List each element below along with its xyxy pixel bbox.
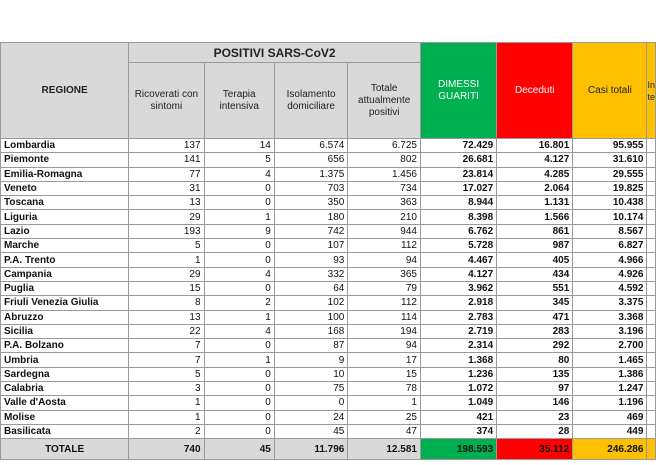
cell-isolamento: 64 bbox=[274, 281, 348, 295]
cell-region: Toscana bbox=[1, 196, 129, 210]
cell-isolamento: 332 bbox=[274, 267, 348, 281]
cell-isolamento: 0 bbox=[274, 396, 348, 410]
cell-terapia: 4 bbox=[204, 267, 274, 281]
cell-casi-totali: 3.368 bbox=[573, 310, 647, 324]
total-terapia: 45 bbox=[204, 439, 274, 460]
cell-ricoverati: 5 bbox=[129, 367, 204, 381]
cell-region: P.A. Trento bbox=[1, 253, 129, 267]
total-isolamento: 11.796 bbox=[274, 439, 348, 460]
cell-terapia: 0 bbox=[204, 410, 274, 424]
cell-casi-totali: 449 bbox=[573, 424, 647, 438]
cell-deceduti: 471 bbox=[497, 310, 573, 324]
cell-casi-totali: 31.610 bbox=[573, 153, 647, 167]
cell-edge bbox=[647, 181, 656, 195]
cell-isolamento: 87 bbox=[274, 339, 348, 353]
cell-edge bbox=[647, 281, 656, 295]
cell-totale-positivi: 94 bbox=[348, 253, 421, 267]
cell-isolamento: 24 bbox=[274, 410, 348, 424]
cell-edge bbox=[647, 196, 656, 210]
cell-ricoverati: 8 bbox=[129, 296, 204, 310]
cell-deceduti: 292 bbox=[497, 339, 573, 353]
cell-dimessi: 1.236 bbox=[420, 367, 496, 381]
table-row bbox=[1, 339, 656, 353]
cell-terapia: 0 bbox=[204, 253, 274, 267]
cell-deceduti: 97 bbox=[497, 382, 573, 396]
cell-dimessi: 2.719 bbox=[420, 324, 496, 338]
cell-isolamento: 10 bbox=[274, 367, 348, 381]
table-row bbox=[1, 267, 656, 281]
cell-region: Marche bbox=[1, 239, 129, 253]
cell-terapia: 0 bbox=[204, 396, 274, 410]
cell-region: Sicilia bbox=[1, 324, 129, 338]
table-row bbox=[1, 210, 656, 224]
cell-terapia: 4 bbox=[204, 167, 274, 181]
cell-deceduti: 16.801 bbox=[497, 139, 573, 153]
cell-dimessi: 1.072 bbox=[420, 382, 496, 396]
cell-edge bbox=[647, 139, 656, 153]
cell-edge bbox=[647, 210, 656, 224]
cell-ricoverati: 7 bbox=[129, 353, 204, 367]
cell-terapia: 4 bbox=[204, 324, 274, 338]
cell-edge bbox=[647, 296, 656, 310]
cell-edge bbox=[647, 253, 656, 267]
cell-terapia: 5 bbox=[204, 153, 274, 167]
cell-terapia: 0 bbox=[204, 281, 274, 295]
table-row bbox=[1, 424, 656, 438]
cell-deceduti: 283 bbox=[497, 324, 573, 338]
cell-deceduti: 345 bbox=[497, 296, 573, 310]
cell-terapia: 9 bbox=[204, 224, 274, 238]
cell-dimessi: 23.814 bbox=[420, 167, 496, 181]
cell-terapia: 0 bbox=[204, 367, 274, 381]
cell-ricoverati: 141 bbox=[129, 153, 204, 167]
cell-isolamento: 93 bbox=[274, 253, 348, 267]
cell-terapia: 1 bbox=[204, 310, 274, 324]
total-region: TOTALE bbox=[1, 439, 129, 460]
cell-casi-totali: 6.827 bbox=[573, 239, 647, 253]
cell-casi-totali: 19.825 bbox=[573, 181, 647, 195]
cell-ricoverati: 3 bbox=[129, 382, 204, 396]
deceduti-header: Deceduti bbox=[497, 43, 573, 139]
cell-dimessi: 72.429 bbox=[420, 139, 496, 153]
cell-edge bbox=[647, 167, 656, 181]
table-row bbox=[1, 410, 656, 424]
cell-region: Veneto bbox=[1, 181, 129, 195]
cell-dimessi: 2.314 bbox=[420, 339, 496, 353]
cell-deceduti: 551 bbox=[497, 281, 573, 295]
table-row bbox=[1, 382, 656, 396]
cell-ricoverati: 193 bbox=[129, 224, 204, 238]
cell-dimessi: 6.762 bbox=[420, 224, 496, 238]
table-row bbox=[1, 139, 656, 153]
cell-deceduti: 4.127 bbox=[497, 153, 573, 167]
cell-deceduti: 146 bbox=[497, 396, 573, 410]
table-row bbox=[1, 253, 656, 267]
cell-isolamento: 100 bbox=[274, 310, 348, 324]
cell-region: Sardegna bbox=[1, 367, 129, 381]
cell-totale-positivi: 802 bbox=[348, 153, 421, 167]
table-row bbox=[1, 167, 656, 181]
cell-ricoverati: 1 bbox=[129, 253, 204, 267]
cell-totale-positivi: 363 bbox=[348, 196, 421, 210]
table-row bbox=[1, 310, 656, 324]
covid-regional-table bbox=[0, 42, 656, 460]
table-row bbox=[1, 353, 656, 367]
cell-region: Basilicata bbox=[1, 424, 129, 438]
table-row bbox=[1, 153, 656, 167]
cell-totale-positivi: 112 bbox=[348, 296, 421, 310]
cell-casi-totali: 4.592 bbox=[573, 281, 647, 295]
cell-deceduti: 23 bbox=[497, 410, 573, 424]
cell-ricoverati: 77 bbox=[129, 167, 204, 181]
cell-edge bbox=[647, 267, 656, 281]
cell-dimessi: 374 bbox=[420, 424, 496, 438]
cell-ricoverati: 137 bbox=[129, 139, 204, 153]
cell-ricoverati: 1 bbox=[129, 410, 204, 424]
cell-terapia: 0 bbox=[204, 239, 274, 253]
cell-ricoverati: 13 bbox=[129, 196, 204, 210]
total-edge bbox=[647, 439, 656, 460]
table-row bbox=[1, 324, 656, 338]
cell-region: Emilia-Romagna bbox=[1, 167, 129, 181]
cell-region: Umbria bbox=[1, 353, 129, 367]
cut-off-header: In te bbox=[647, 43, 656, 139]
total-row bbox=[1, 439, 656, 460]
cell-deceduti: 861 bbox=[497, 224, 573, 238]
cell-casi-totali: 3.375 bbox=[573, 296, 647, 310]
cell-totale-positivi: 734 bbox=[348, 181, 421, 195]
cell-ricoverati: 29 bbox=[129, 210, 204, 224]
cell-dimessi: 5.728 bbox=[420, 239, 496, 253]
cell-edge bbox=[647, 239, 656, 253]
table-row bbox=[1, 196, 656, 210]
cell-edge bbox=[647, 224, 656, 238]
total-totale-positivi: 12.581 bbox=[348, 439, 421, 460]
cell-totale-positivi: 112 bbox=[348, 239, 421, 253]
cell-region: Abruzzo bbox=[1, 310, 129, 324]
cell-isolamento: 9 bbox=[274, 353, 348, 367]
cell-dimessi: 8.398 bbox=[420, 210, 496, 224]
cell-dimessi: 2.918 bbox=[420, 296, 496, 310]
cell-casi-totali: 8.567 bbox=[573, 224, 647, 238]
cell-ricoverati: 2 bbox=[129, 424, 204, 438]
cell-totale-positivi: 79 bbox=[348, 281, 421, 295]
cell-casi-totali: 4.966 bbox=[573, 253, 647, 267]
cell-dimessi: 26.681 bbox=[420, 153, 496, 167]
cell-totale-positivi: 114 bbox=[348, 310, 421, 324]
cell-deceduti: 80 bbox=[497, 353, 573, 367]
cell-deceduti: 4.285 bbox=[497, 167, 573, 181]
cell-ricoverati: 1 bbox=[129, 396, 204, 410]
cell-ricoverati: 22 bbox=[129, 324, 204, 338]
cell-isolamento: 102 bbox=[274, 296, 348, 310]
table-row bbox=[1, 224, 656, 238]
cell-region: Liguria bbox=[1, 210, 129, 224]
cell-edge bbox=[647, 382, 656, 396]
cell-edge bbox=[647, 424, 656, 438]
cell-isolamento: 75 bbox=[274, 382, 348, 396]
cell-region: Piemonte bbox=[1, 153, 129, 167]
total-deceduti: 35.112 bbox=[497, 439, 573, 460]
cell-isolamento: 1.375 bbox=[274, 167, 348, 181]
cell-casi-totali: 469 bbox=[573, 410, 647, 424]
cell-isolamento: 45 bbox=[274, 424, 348, 438]
cell-casi-totali: 1.386 bbox=[573, 367, 647, 381]
table-body bbox=[1, 139, 656, 460]
total-ricoverati: 740 bbox=[129, 439, 204, 460]
table-row bbox=[1, 296, 656, 310]
cell-casi-totali: 1.196 bbox=[573, 396, 647, 410]
cell-ricoverati: 5 bbox=[129, 239, 204, 253]
table-row bbox=[1, 239, 656, 253]
cell-deceduti: 987 bbox=[497, 239, 573, 253]
cell-isolamento: 107 bbox=[274, 239, 348, 253]
cell-totale-positivi: 194 bbox=[348, 324, 421, 338]
cell-deceduti: 135 bbox=[497, 367, 573, 381]
cell-region: Lazio bbox=[1, 224, 129, 238]
cell-terapia: 0 bbox=[204, 424, 274, 438]
table-row bbox=[1, 367, 656, 381]
cell-deceduti: 405 bbox=[497, 253, 573, 267]
cell-edge bbox=[647, 396, 656, 410]
cell-terapia: 0 bbox=[204, 181, 274, 195]
cell-isolamento: 168 bbox=[274, 324, 348, 338]
terapia-header: Terapia intensiva bbox=[204, 63, 274, 139]
cell-casi-totali: 29.555 bbox=[573, 167, 647, 181]
cell-totale-positivi: 25 bbox=[348, 410, 421, 424]
cell-dimessi: 3.962 bbox=[420, 281, 496, 295]
cell-isolamento: 656 bbox=[274, 153, 348, 167]
cell-terapia: 1 bbox=[204, 353, 274, 367]
cell-deceduti: 1.131 bbox=[497, 196, 573, 210]
cell-edge bbox=[647, 353, 656, 367]
cell-dimessi: 1.368 bbox=[420, 353, 496, 367]
cell-isolamento: 6.574 bbox=[274, 139, 348, 153]
table-row bbox=[1, 396, 656, 410]
region-header: REGIONE bbox=[1, 43, 129, 139]
cell-ricoverati: 7 bbox=[129, 339, 204, 353]
table-row bbox=[1, 281, 656, 295]
cell-isolamento: 742 bbox=[274, 224, 348, 238]
cell-totale-positivi: 17 bbox=[348, 353, 421, 367]
cell-dimessi: 17.027 bbox=[420, 181, 496, 195]
cell-casi-totali: 1.247 bbox=[573, 382, 647, 396]
cell-isolamento: 180 bbox=[274, 210, 348, 224]
cell-dimessi: 4.127 bbox=[420, 267, 496, 281]
dimessi-header: DIMESSI GUARITI bbox=[420, 43, 496, 139]
cell-region: Friuli Venezia Giulia bbox=[1, 296, 129, 310]
cell-totale-positivi: 6.725 bbox=[348, 139, 421, 153]
casi-totali-header: Casi totali bbox=[573, 43, 647, 139]
cell-dimessi: 8.944 bbox=[420, 196, 496, 210]
cell-deceduti: 434 bbox=[497, 267, 573, 281]
cell-edge bbox=[647, 324, 656, 338]
cell-region: P.A. Bolzano bbox=[1, 339, 129, 353]
cell-ricoverati: 31 bbox=[129, 181, 204, 195]
total-casi-totali: 246.286 bbox=[573, 439, 647, 460]
cell-terapia: 1 bbox=[204, 210, 274, 224]
cell-casi-totali: 3.196 bbox=[573, 324, 647, 338]
cell-casi-totali: 95.955 bbox=[573, 139, 647, 153]
cell-edge bbox=[647, 367, 656, 381]
positivi-group-title: POSITIVI SARS-CoV2 bbox=[129, 43, 421, 63]
cell-totale-positivi: 47 bbox=[348, 424, 421, 438]
table-row bbox=[1, 181, 656, 195]
cell-totale-positivi: 1 bbox=[348, 396, 421, 410]
cell-deceduti: 28 bbox=[497, 424, 573, 438]
cell-totale-positivi: 94 bbox=[348, 339, 421, 353]
isolamento-header: Isolamento domiciliare bbox=[274, 63, 348, 139]
cell-edge bbox=[647, 153, 656, 167]
cell-totale-positivi: 15 bbox=[348, 367, 421, 381]
cell-region: Puglia bbox=[1, 281, 129, 295]
cell-casi-totali: 10.174 bbox=[573, 210, 647, 224]
cell-region: Campania bbox=[1, 267, 129, 281]
cell-isolamento: 350 bbox=[274, 196, 348, 210]
cell-region: Valle d'Aosta bbox=[1, 396, 129, 410]
cell-ricoverati: 29 bbox=[129, 267, 204, 281]
totale-positivi-header: Totale attualmente positivi bbox=[348, 63, 421, 139]
cell-ricoverati: 15 bbox=[129, 281, 204, 295]
cell-casi-totali: 1.465 bbox=[573, 353, 647, 367]
cell-region: Molise bbox=[1, 410, 129, 424]
cell-dimessi: 421 bbox=[420, 410, 496, 424]
covid-table-container bbox=[0, 42, 656, 460]
cell-totale-positivi: 944 bbox=[348, 224, 421, 238]
cell-terapia: 0 bbox=[204, 196, 274, 210]
cell-dimessi: 1.049 bbox=[420, 396, 496, 410]
cell-deceduti: 1.566 bbox=[497, 210, 573, 224]
cell-ricoverati: 13 bbox=[129, 310, 204, 324]
cell-casi-totali: 10.438 bbox=[573, 196, 647, 210]
cell-dimessi: 2.783 bbox=[420, 310, 496, 324]
cell-totale-positivi: 78 bbox=[348, 382, 421, 396]
total-dimessi: 198.593 bbox=[420, 439, 496, 460]
cell-edge bbox=[647, 310, 656, 324]
cell-edge bbox=[647, 339, 656, 353]
cell-terapia: 0 bbox=[204, 382, 274, 396]
cell-edge bbox=[647, 410, 656, 424]
cell-totale-positivi: 210 bbox=[348, 210, 421, 224]
ricoverati-header: Ricoverati con sintomi bbox=[129, 63, 204, 139]
cell-totale-positivi: 1.456 bbox=[348, 167, 421, 181]
cell-terapia: 0 bbox=[204, 339, 274, 353]
cell-dimessi: 4.467 bbox=[420, 253, 496, 267]
cell-deceduti: 2.064 bbox=[497, 181, 573, 195]
cell-region: Calabria bbox=[1, 382, 129, 396]
cell-terapia: 14 bbox=[204, 139, 274, 153]
cell-casi-totali: 4.926 bbox=[573, 267, 647, 281]
cell-totale-positivi: 365 bbox=[348, 267, 421, 281]
cell-terapia: 2 bbox=[204, 296, 274, 310]
cell-isolamento: 703 bbox=[274, 181, 348, 195]
cell-casi-totali: 2.700 bbox=[573, 339, 647, 353]
cell-region: Lombardia bbox=[1, 139, 129, 153]
